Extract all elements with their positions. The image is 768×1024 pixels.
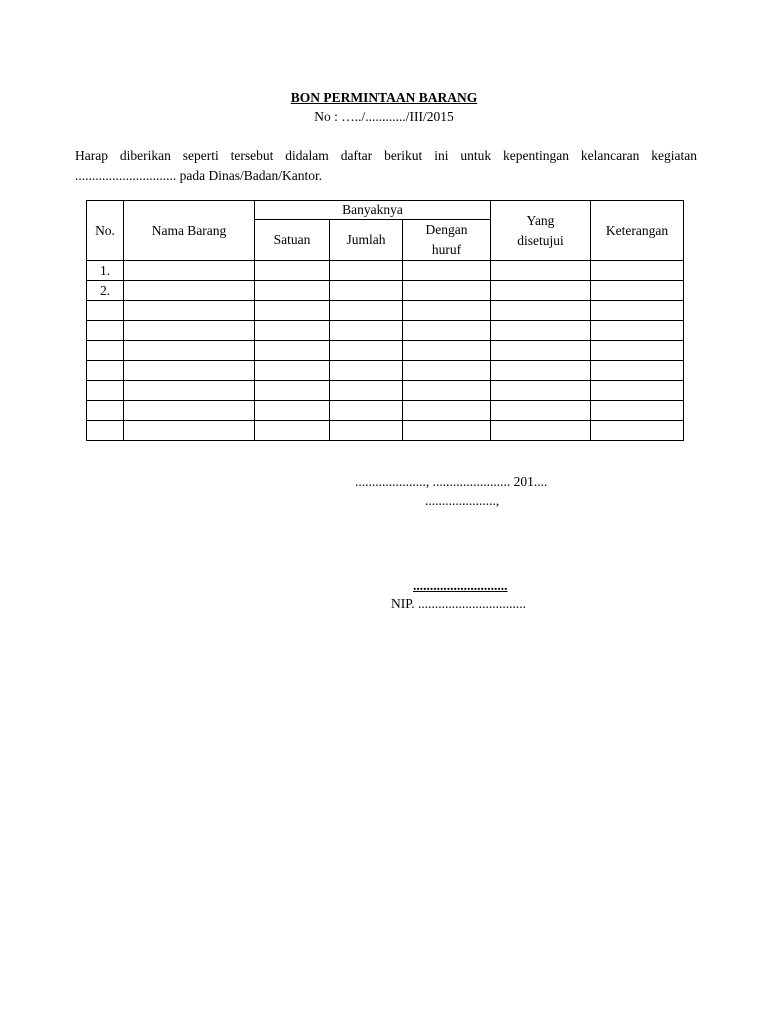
row-cell bbox=[255, 401, 330, 421]
row-cell bbox=[330, 301, 403, 321]
header-disetujui: disetujui bbox=[517, 232, 564, 248]
row-no-cell bbox=[87, 421, 124, 441]
header-yang: Yang bbox=[526, 212, 555, 228]
row-cell bbox=[124, 361, 255, 381]
intro-line-2: .............................. pada Dinas/Badan/Kantor. bbox=[75, 168, 323, 183]
row-cell bbox=[403, 281, 491, 301]
table-row bbox=[87, 401, 684, 421]
row-cell bbox=[124, 381, 255, 401]
row-cell bbox=[124, 401, 255, 421]
table-row bbox=[87, 421, 684, 441]
row-cell bbox=[491, 401, 591, 421]
header-yang-disetujui bbox=[491, 201, 591, 261]
row-cell bbox=[491, 261, 591, 281]
header-jumlah: Jumlah bbox=[330, 220, 403, 261]
row-cell bbox=[124, 421, 255, 441]
row-no-cell: 2. bbox=[87, 281, 124, 301]
row-no-cell bbox=[87, 361, 124, 381]
row-cell bbox=[403, 381, 491, 401]
row-cell bbox=[491, 361, 591, 381]
row-cell bbox=[403, 421, 491, 441]
row-cell bbox=[330, 281, 403, 301]
row-cell bbox=[591, 401, 684, 421]
items-table bbox=[86, 200, 684, 441]
signature-nip: NIP. ................................ bbox=[391, 596, 527, 611]
row-cell bbox=[330, 321, 403, 341]
row-cell bbox=[591, 301, 684, 321]
row-cell bbox=[591, 321, 684, 341]
header-satuan: Satuan bbox=[255, 220, 330, 261]
header-dengan: Dengan bbox=[425, 222, 468, 237]
header-dengan-huruf bbox=[403, 220, 491, 261]
row-cell bbox=[124, 341, 255, 361]
row-no-cell bbox=[87, 401, 124, 421]
table-row bbox=[87, 261, 684, 281]
row-cell bbox=[591, 381, 684, 401]
table-row bbox=[87, 361, 684, 381]
row-no-cell: 1. bbox=[87, 261, 124, 281]
header-nama-barang: Nama Barang bbox=[124, 201, 255, 261]
row-cell bbox=[255, 261, 330, 281]
row-cell bbox=[591, 421, 684, 441]
signature-position: ....................., bbox=[425, 493, 500, 508]
header-huruf: huruf bbox=[431, 242, 462, 257]
row-cell bbox=[491, 381, 591, 401]
table-row bbox=[87, 281, 684, 301]
document-number: No : …../............/III/2015 bbox=[314, 109, 454, 124]
row-no-cell bbox=[87, 381, 124, 401]
table-row bbox=[87, 341, 684, 361]
row-cell bbox=[255, 341, 330, 361]
row-no-cell bbox=[87, 341, 124, 361]
row-cell bbox=[255, 381, 330, 401]
row-no-cell bbox=[87, 301, 124, 321]
row-no-cell bbox=[87, 321, 124, 341]
row-cell bbox=[255, 421, 330, 441]
row-cell bbox=[491, 281, 591, 301]
header-banyaknya: Banyaknya bbox=[255, 201, 491, 220]
row-cell bbox=[330, 341, 403, 361]
row-cell bbox=[403, 401, 491, 421]
intro-paragraph bbox=[75, 146, 697, 186]
row-cell bbox=[255, 321, 330, 341]
row-cell bbox=[255, 281, 330, 301]
row-cell bbox=[591, 281, 684, 301]
header-no: No. bbox=[87, 201, 124, 261]
row-cell bbox=[124, 261, 255, 281]
row-cell bbox=[591, 261, 684, 281]
row-cell bbox=[403, 341, 491, 361]
row-cell bbox=[124, 301, 255, 321]
row-cell bbox=[330, 261, 403, 281]
row-cell bbox=[591, 341, 684, 361]
row-cell bbox=[491, 301, 591, 321]
intro-line-1: Harap diberikan seperti tersebut didalam daftar berikut ini untuk kepentingan kelancaran kegiatan bbox=[75, 148, 697, 163]
table-header-row-1 bbox=[87, 201, 684, 220]
table-row bbox=[87, 301, 684, 321]
row-cell bbox=[591, 361, 684, 381]
row-cell bbox=[403, 301, 491, 321]
row-cell bbox=[403, 361, 491, 381]
row-cell bbox=[403, 321, 491, 341]
row-cell bbox=[491, 321, 591, 341]
signature-place-date: ....................., ....................... 201.... bbox=[355, 474, 548, 489]
header-keterangan: Keterangan bbox=[591, 201, 684, 261]
signature-name: ............................ bbox=[413, 578, 508, 593]
row-cell bbox=[330, 421, 403, 441]
row-cell bbox=[491, 341, 591, 361]
row-cell bbox=[255, 301, 330, 321]
table-row bbox=[87, 381, 684, 401]
row-cell bbox=[403, 261, 491, 281]
row-cell bbox=[124, 281, 255, 301]
row-cell bbox=[491, 421, 591, 441]
table-row bbox=[87, 321, 684, 341]
row-cell bbox=[330, 381, 403, 401]
row-cell bbox=[124, 321, 255, 341]
document-title bbox=[0, 90, 768, 106]
row-cell bbox=[330, 401, 403, 421]
row-cell bbox=[255, 361, 330, 381]
row-cell bbox=[330, 361, 403, 381]
document-title-text: BON PERMINTAAN BARANG bbox=[290, 90, 478, 105]
